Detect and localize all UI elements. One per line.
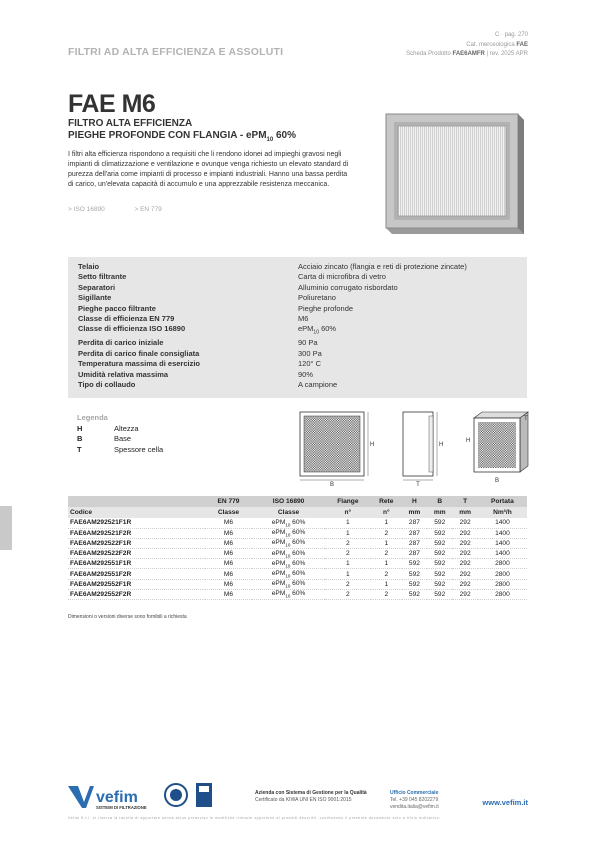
website-link[interactable]: www.vefim.it <box>482 798 528 807</box>
category-ref: Cat. merceologica FAE <box>466 41 528 48</box>
table-group-header: EN 779 ISO 16890 Flange Rete H B T Portata <box>68 496 527 507</box>
spec-row: Separatori Alluminio corrugato risbordato <box>78 282 398 292</box>
spec-panel <box>68 257 527 398</box>
legend-title: Legenda <box>77 413 108 422</box>
spec-row: Temperatura massima di esercizio 120° C <box>78 359 322 369</box>
table-row: FAE6AM292551F2R M6 ePM$_{10}$ 60% 1 2 592 592 292 2800 <box>68 569 527 579</box>
section-title: FILTRI AD ALTA EFFICIENZA E ASSOLUTI <box>68 46 284 58</box>
isometric-view-drawing <box>466 412 528 484</box>
table-row: FAE6AM292522F2R M6 ePM$_{10}$ 60% 2 2 287 592 292 1400 <box>68 549 527 559</box>
legend-item: B Base <box>77 434 132 444</box>
product-sheet-ref: Scheda Prodotto FAE6AMFR | rev. 2025 APR <box>406 51 528 58</box>
dimension-t-label: T <box>524 416 528 422</box>
table-row: FAE6AM292521F2R M6 ePM$_{10}$ 60% 1 2 287 592 292 1400 <box>68 528 527 538</box>
spec-row: Perdita di carico finale consigliata 300 Pa <box>78 348 322 358</box>
dimension-b-label: B <box>329 482 335 486</box>
spec-row: Perdita di carico iniziale 90 Pa <box>78 338 318 348</box>
spec-row: Telaio Acciaio zincato (flangia e reti di protezione zincate) <box>78 262 467 271</box>
front-view-drawing <box>300 412 374 486</box>
spec-row: Tipo di collaudo A campione <box>78 379 338 389</box>
technical-drawings <box>290 408 530 486</box>
certification-seal-icon <box>165 784 187 806</box>
table-row: FAE6AM292521F1R M6 ePM$_{10}$ 60% 1 1 287 592 292 1400 <box>68 518 527 528</box>
table-row: FAE6AM292552F1R M6 ePM$_{10}$ 60% 2 1 592 592 292 2800 <box>68 579 527 589</box>
svg-text:vefim: vefim <box>96 789 138 806</box>
table-sub-header: Codice Classe Classe n° n° mm mm mm Nm³/h <box>68 507 527 518</box>
legal-disclaimer: Vefim S.r.l. si riserva la facoltà di apportare senza alcun preavviso le modifiche ritenute opportune ai prodotti descritti, costituendo il presente documento solo a titolo indicativo. <box>68 816 441 820</box>
document-meta <box>406 31 528 60</box>
norms-links <box>68 206 190 213</box>
svg-text:SISTEMI DI FILTRAZIONE: SISTEMI DI FILTRAZIONE <box>96 805 147 810</box>
sales-office: Ufficio Commerciale Tel. +39 045 8202279 vendita.italia@vefim.it <box>390 790 439 810</box>
table-row: FAE6AM292552F2R M6 ePM$_{10}$ 60% 2 2 592 592 292 2800 <box>68 589 527 599</box>
legend-item: H Altezza <box>77 424 139 433</box>
spec-row: Classe di efficienza EN 779 M6 <box>78 314 309 324</box>
dimension-b-label: B <box>494 478 500 484</box>
quality-certification: Azienda con Sistema di Gestione per la Qualità Certificato da KIWA UNI EN ISO 9001:2015 <box>255 790 367 803</box>
vefim-logo <box>68 786 147 810</box>
logos-strip <box>68 780 228 810</box>
side-view-drawing <box>403 412 443 486</box>
spec-row: Sigillante Poliuretano <box>78 293 336 303</box>
spec-row: Classe di efficienza ISO 16890 ePM$_{10}$ 60% <box>78 324 337 336</box>
spec-row: Umidità relativa massima 90% <box>78 369 314 379</box>
membership-badge-icon <box>196 783 212 807</box>
office-email-link[interactable]: vendita.italia@vefim.it <box>390 804 439 810</box>
product-photo <box>368 108 528 238</box>
norm-iso-16890-link[interactable]: > ISO 16890 <box>68 206 105 213</box>
spec-row: Pieghe pacco filtrante Pieghe profonde <box>78 303 354 313</box>
spec-row: Setto filtrante Carta di microfibra di vetro <box>78 272 386 282</box>
page-ref: C · pag. 270 <box>494 32 528 38</box>
table-footnote: Dimensioni o versioni diverse sono fornibili a richiesta <box>68 614 187 620</box>
legend-item: T Spessore cella <box>77 444 164 454</box>
dimension-h-label: H <box>466 438 471 444</box>
norm-en-779-link[interactable]: > EN 779 <box>134 206 162 213</box>
product-codes-table <box>68 496 527 600</box>
legend <box>77 424 163 455</box>
dimension-t-label: T <box>416 482 420 486</box>
dimension-h-label: H <box>439 442 444 448</box>
product-title: FAE M6 <box>68 90 156 118</box>
dimension-h-label: H <box>370 442 375 448</box>
side-tab <box>0 506 12 550</box>
office-phone[interactable]: Tel. +39 045 8202279 <box>390 797 439 803</box>
product-subtitle: FILTRO ALTA EFFICIENZA PIEGHE PROFONDE CON FLANGIA - ePM$_{10}$ 60% <box>68 118 297 143</box>
table-row: FAE6AM292522F1R M6 ePM$_{10}$ 60% 2 1 287 592 292 1400 <box>68 538 527 548</box>
product-description: I filtri alta efficienza rispondono a requisiti che li rendono idonei ad impieghi gravosi negli impianti di climatizzazione e ventilazione e ovunque venga richiesto un elevato standard di purezza dell'aria come impianti di processo e impianti industriali. Hanno una bassa perdita di carico, un'elevata capacità di accumulo e una apprezzabile resistenza meccanica. <box>68 151 349 188</box>
table-row: FAE6AM292551F1R M6 ePM$_{10}$ 60% 1 1 592 592 292 2800 <box>68 559 527 569</box>
